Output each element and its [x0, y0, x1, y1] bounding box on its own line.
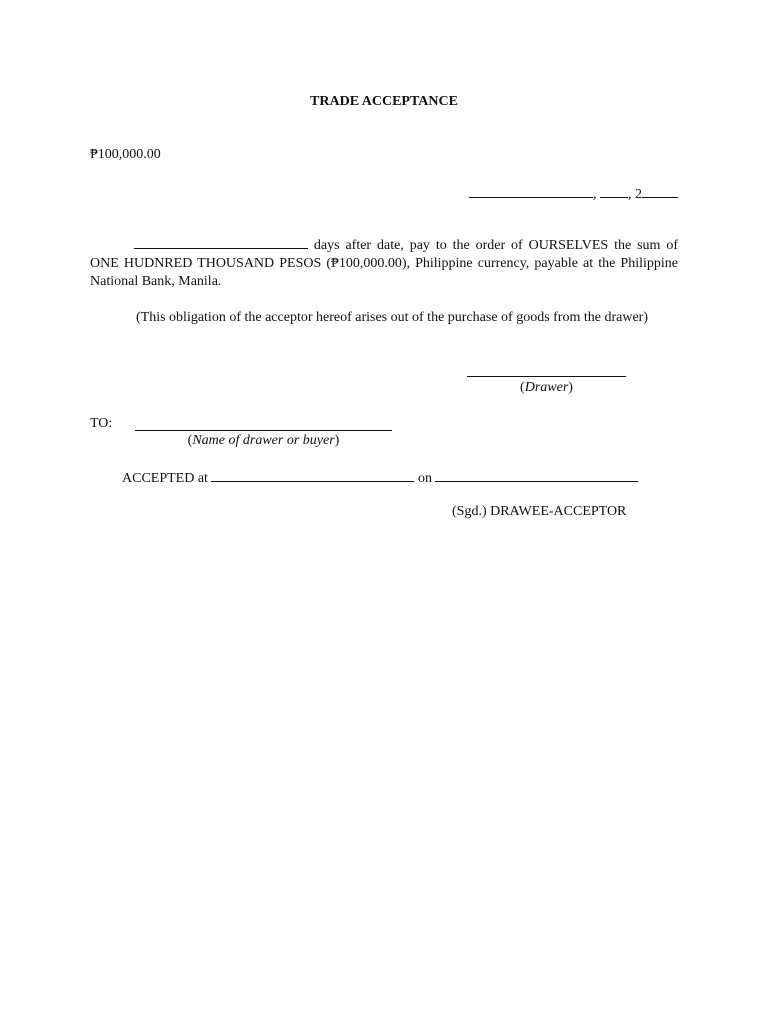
drawer-caption-open: (: [520, 380, 525, 395]
payment-text: days after date, pay to the order of OURSELVES the sum of ONE HUDNRED THOUSAND PESOS (₱100,000.00), Philippine currency, payable at the Philippine National Bank, Manila.: [90, 238, 678, 289]
obligation-paragraph: [90, 309, 678, 327]
to-name-line[interactable]: [135, 418, 392, 431]
drawer-signature-line[interactable]: [467, 364, 626, 377]
drawer-caption: [467, 380, 626, 396]
to-caption-close: ): [334, 433, 340, 448]
amount-figure: ₱100,000.00: [90, 147, 161, 162]
obligation-text: (This obligation of the acceptor hereof arises out of the purchase of goods from the drawer): [136, 310, 648, 325]
payment-paragraph: [90, 236, 678, 291]
to-label: TO:: [90, 416, 113, 431]
date-month-blank[interactable]: [469, 185, 593, 198]
document-title: TRADE ACCEPTANCE: [310, 94, 458, 109]
date-line: [469, 185, 678, 203]
date-separator-1: ,: [593, 187, 597, 202]
accepted-place-blank[interactable]: [211, 469, 414, 482]
acceptance-line: [122, 469, 638, 487]
date-year-blank[interactable]: [642, 185, 678, 198]
date-separator-2: , 2: [628, 187, 642, 202]
accepted-at-label: ACCEPTED at: [122, 471, 212, 486]
accepted-date-blank[interactable]: [435, 469, 638, 482]
drawer-caption-close: ): [568, 380, 573, 395]
days-blank[interactable]: [134, 236, 308, 249]
date-day-blank[interactable]: [600, 185, 628, 198]
drawer-caption-word: Drawer: [524, 380, 569, 395]
to-caption-words: Name of drawer or buyer: [192, 433, 335, 448]
signature-line: (Sgd.) DRAWEE-ACCEPTOR: [452, 504, 627, 519]
accepted-on-label: on: [414, 471, 436, 486]
to-caption-open: (: [187, 433, 193, 448]
to-caption: [135, 433, 392, 449]
